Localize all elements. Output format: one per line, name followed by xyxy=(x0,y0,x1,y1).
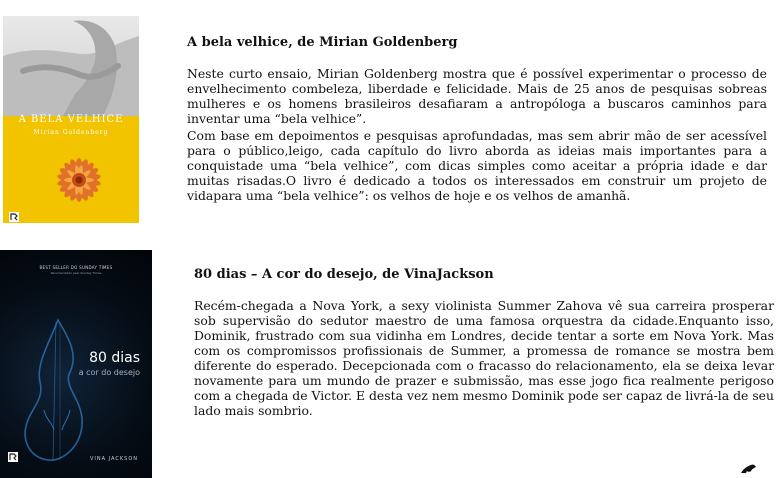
cover-title: 80 dias xyxy=(89,350,140,366)
book-cover-80-dias[interactable] xyxy=(0,250,152,478)
cover-title: A BELA VELHICE xyxy=(18,114,124,125)
publisher-logo-icon xyxy=(9,212,19,222)
book-description-paragraph: Neste curto ensaio, Mirian Goldenberg mostra que é possível experimentar o processo de envelhecimento combeleza, liberdade e felicidade. Mais de 25 anos de pesquisas sobreas mulheres e os homens brasileiros desafiaram a antropóloga a buscaros caminhos para inventar uma “bela velhice”. xyxy=(187,66,767,126)
cover-author: Mirian Goldenberg xyxy=(33,129,109,136)
cover-author: VINA JACKSON xyxy=(90,456,138,462)
cover-subtitle: a cor do desejo xyxy=(78,368,140,377)
cover-tagline: BEST SELLER DO SUNDAY TIMES xyxy=(39,265,113,270)
cover-photo xyxy=(3,16,139,116)
violin-image xyxy=(8,310,108,470)
publisher-logo-icon xyxy=(8,452,18,462)
cover-tagline-secondary: Recomendado pelo Sunday Times xyxy=(50,271,102,275)
book-heading: 80 dias – A cor do desejo, de VinaJackson xyxy=(194,267,494,282)
book-description-paragraph: Com base em depoimentos e pesquisas aprofundadas, mas sem abrir mão de ser acessível para o público,leigo, cada capítulo do livro aborda as ideias mais importantes para a conquistade uma “bela velhice”, com dicas simples como aceitar a própria idade e dar muitas risadas.O livro é dedicado a todos os interessados em construir um projeto de vidapara uma “bela velhice”: os velhos de hoje e os velhos de amanhã. xyxy=(187,128,767,203)
book-cover-bela-velhice[interactable] xyxy=(3,16,139,223)
book-description-paragraph: Recém-chegada a Nova York, a sexy violinista Summer Zahova vê sua carreira prosperar sob supervisão do sedutor maestro de uma famosa orquestra da cidade.Enquanto isso, Dominik, frustrado com sua vidinha em Londres, decide tentar a sorte em Nova York. Mas com os compromissos profissionais de Summer, a promessa de romance se mostra bem diferente do esperado. Decepcionada com o fracasso do relacionamento, ela se deixa levar novamente para um mundo de prazer e submissão, mas esse jogo fica realmente perigoso com a chegada de Victor. E desta vez nem mesmo Dominik pode ser capaz de livrá-la de seu lado mais sombrio. xyxy=(194,298,774,418)
flower-image xyxy=(43,144,115,216)
corner-ornament-icon xyxy=(740,462,758,474)
book-heading: A bela velhice, de Mirian Goldenberg xyxy=(187,35,458,50)
